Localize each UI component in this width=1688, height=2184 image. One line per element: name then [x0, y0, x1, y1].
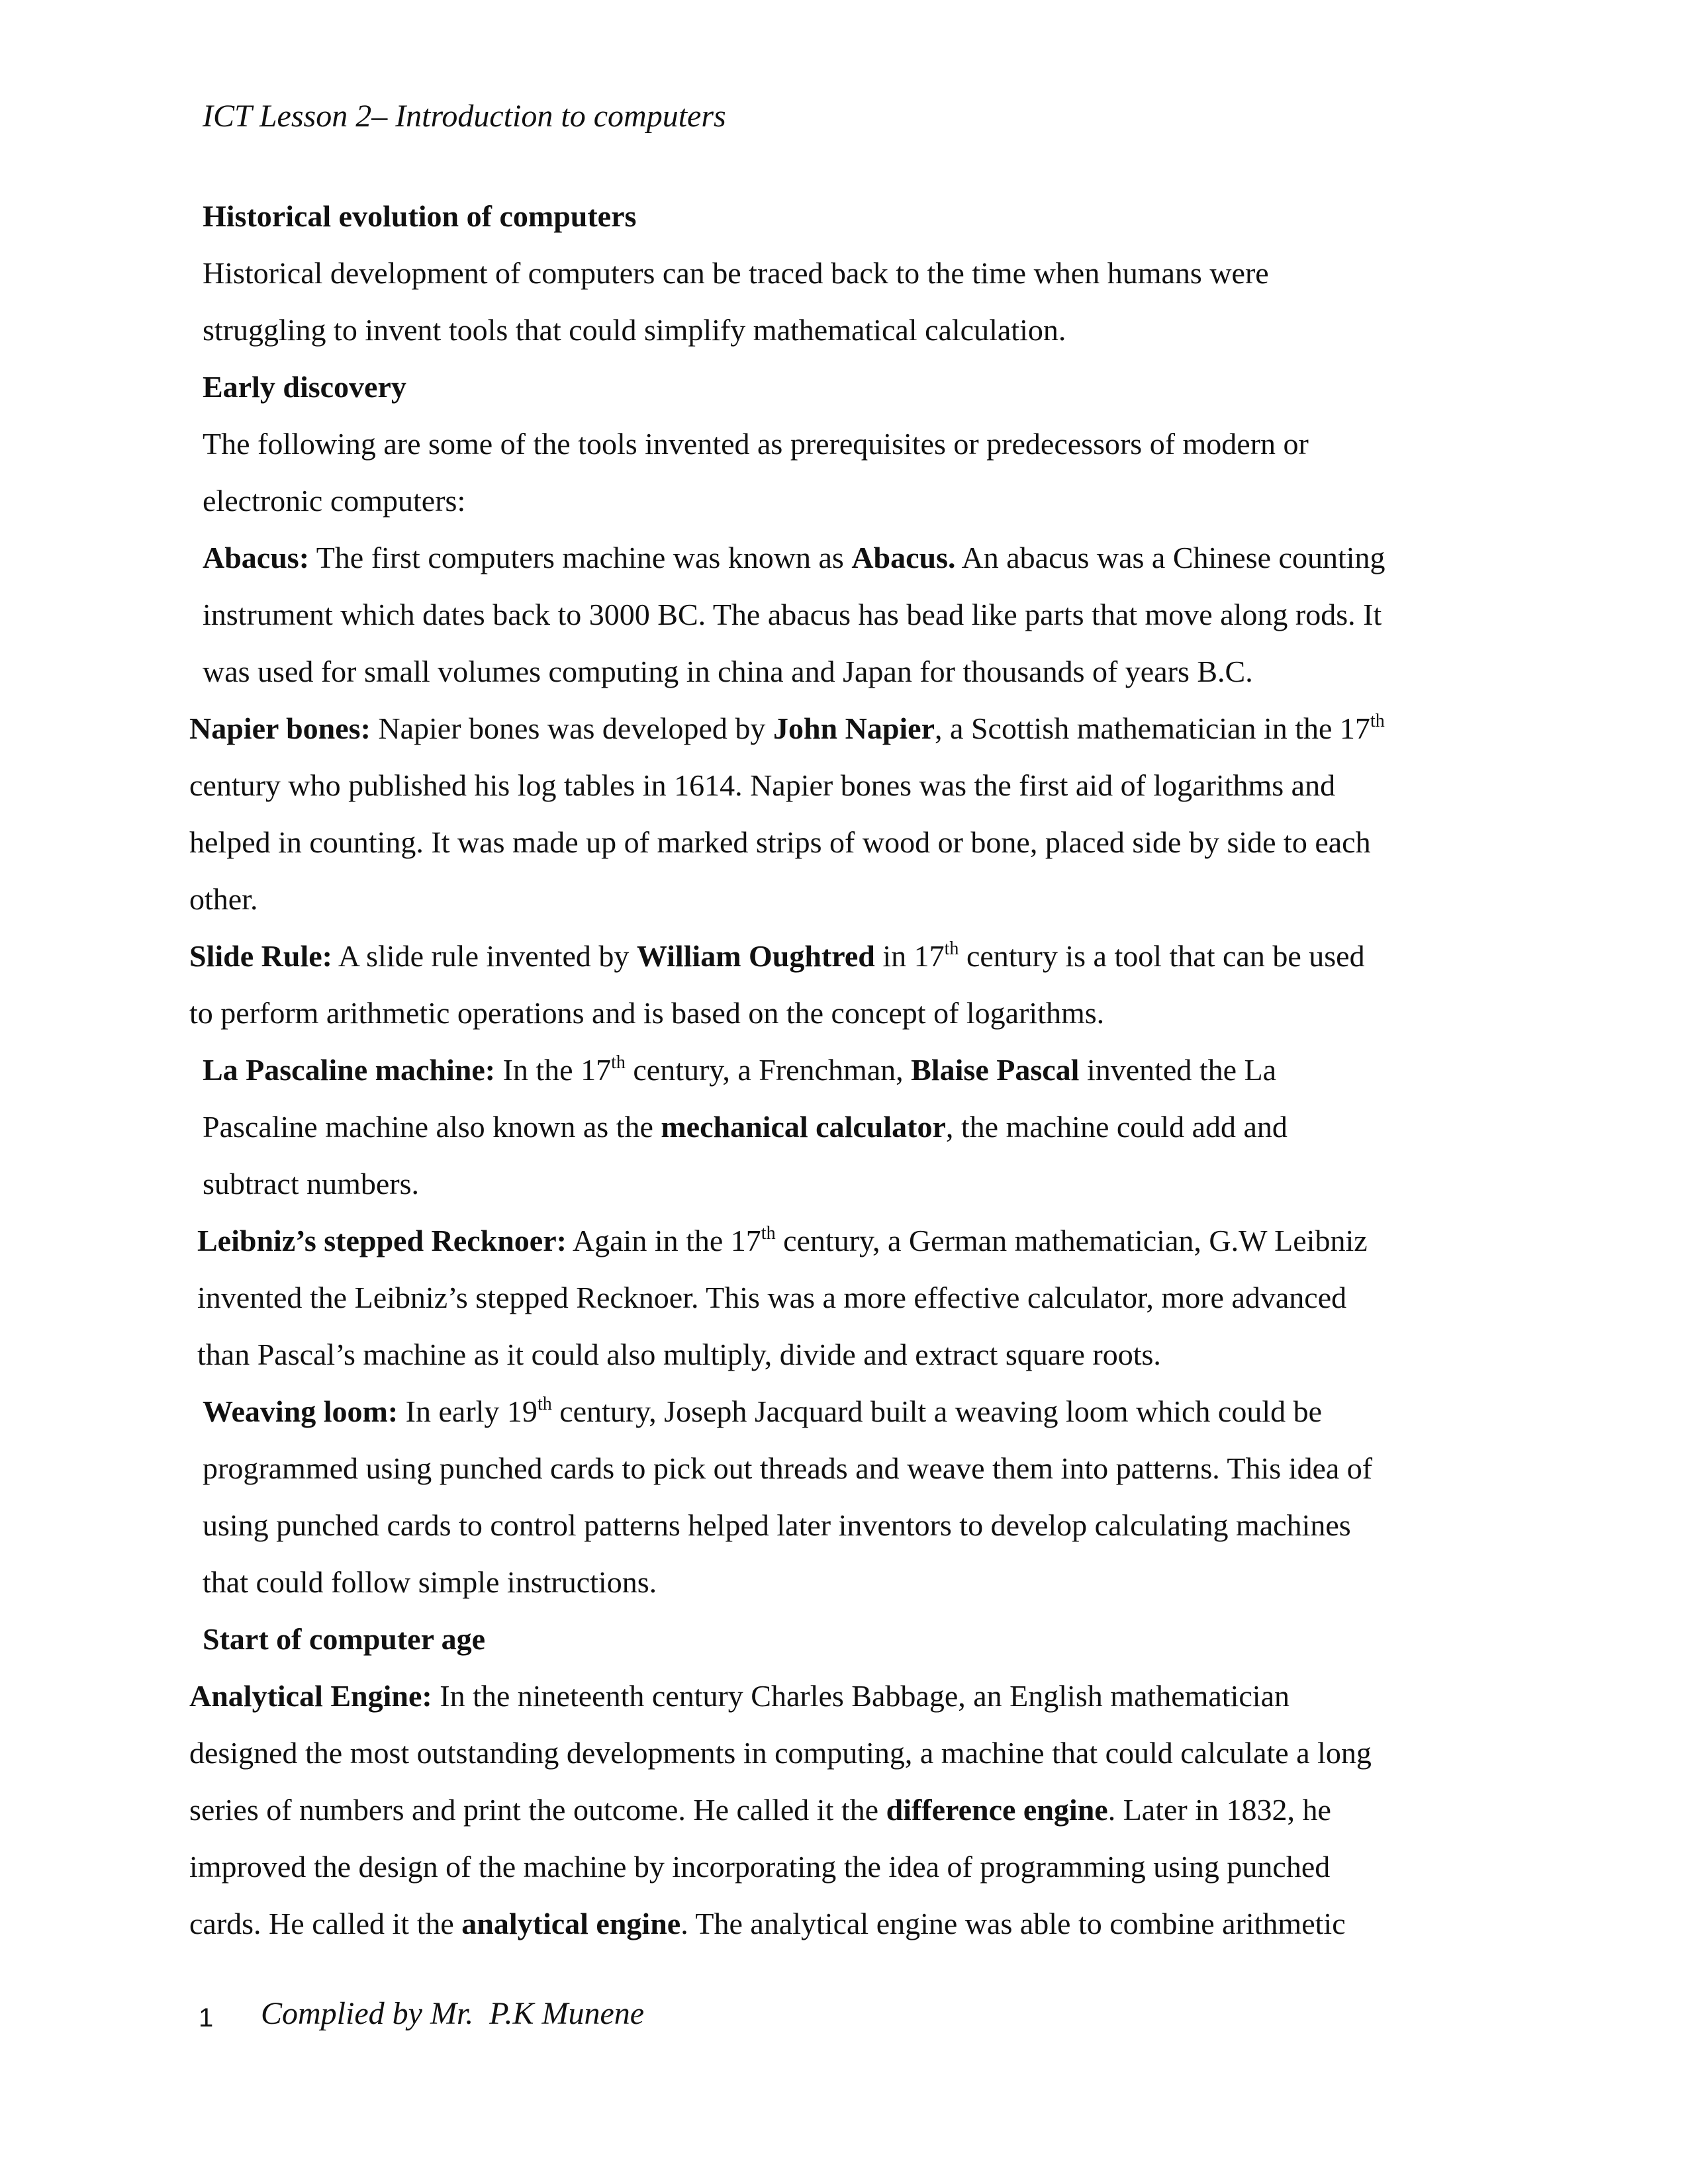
paragraph-line: improved the design of the machine by incorporating the idea of programming using punched — [189, 1850, 1331, 1884]
leibniz-line: Leibniz’s stepped Recknoer: Again in the 17th century, a German mathematician, G.W Leibniz — [197, 1223, 1368, 1257]
paragraph-line: Pascaline machine also known as the mechanical calculator, the machine could add and — [203, 1110, 1288, 1144]
section-heading-early-discovery: Early discovery — [203, 370, 406, 404]
paragraph-line: invented the Leibniz’s stepped Recknoer. This was a more effective calculator, more advanced — [197, 1281, 1347, 1314]
napier-line: Napier bones: Napier bones was developed by John Napier, a Scottish mathematician in the 17th — [189, 711, 1385, 745]
paragraph-line: electronic computers: — [203, 484, 466, 518]
paragraph-line: to perform arithmetic operations and is based on the concept of logarithms. — [189, 996, 1105, 1030]
paragraph-line: The following are some of the tools invented as prerequisites or predecessors of modern or — [203, 427, 1309, 461]
section-heading-historical: Historical evolution of computers — [203, 199, 637, 233]
weaving-loom-line: Weaving loom: In early 19th century, Joseph Jacquard built a weaving loom which could be — [203, 1394, 1323, 1428]
abacus-line: Abacus: The first computers machine was known as Abacus. An abacus was a Chinese counting — [203, 541, 1385, 574]
paragraph-line: helped in counting. It was made up of marked strips of wood or bone, placed side by side to each — [189, 825, 1371, 859]
section-heading-computer-age: Start of computer age — [203, 1622, 486, 1656]
paragraph-line: was used for small volumes computing in china and Japan for thousands of years B.C. — [203, 655, 1253, 688]
slide-rule-line: Slide Rule: A slide rule invented by William Oughtred in 17th century is a tool that can be used — [189, 938, 1365, 973]
paragraph-line: cards. He called it the analytical engine. The analytical engine was able to combine arithmetic — [189, 1907, 1346, 1940]
pascaline-line: La Pascaline machine: In the 17th century, a Frenchman, Blaise Pascal invented the La — [203, 1052, 1277, 1087]
paragraph-line: series of numbers and print the outcome. He called it the difference engine. Later in 1832, he — [189, 1793, 1331, 1827]
paragraph-line: other. — [189, 882, 258, 916]
paragraph-line: instrument which dates back to 3000 BC. The abacus has bead like parts that move along rods. It — [203, 598, 1382, 631]
paragraph-line: Historical development of computers can be traced back to the time when humans were — [203, 256, 1269, 290]
analytical-engine-line: Analytical Engine: In the nineteenth century Charles Babbage, an English mathematician — [189, 1679, 1289, 1713]
page-header-title: ICT Lesson 2– Introduction to computers — [203, 99, 726, 134]
paragraph-line: that could follow simple instructions. — [203, 1565, 657, 1599]
paragraph-line: than Pascal’s machine as it could also multiply, divide and extract square roots. — [197, 1338, 1161, 1371]
paragraph-line: designed the most outstanding developments in computing, a machine that could calculate a long — [189, 1736, 1372, 1770]
paragraph-line: subtract numbers. — [203, 1167, 420, 1201]
page-number: 1 — [199, 2003, 214, 2032]
paragraph-line: century who published his log tables in 1614. Napier bones was the first aid of logarithms and — [189, 768, 1336, 802]
paragraph-line: programmed using punched cards to pick out threads and weave them into patterns. This idea of — [203, 1451, 1373, 1485]
footer-credit: Complied by Mr. P.K Munene — [261, 1996, 645, 2031]
paragraph-line: struggling to invent tools that could simplify mathematical calculation. — [203, 313, 1066, 347]
paragraph-line: using punched cards to control patterns helped later inventors to develop calculating machines — [203, 1508, 1351, 1542]
